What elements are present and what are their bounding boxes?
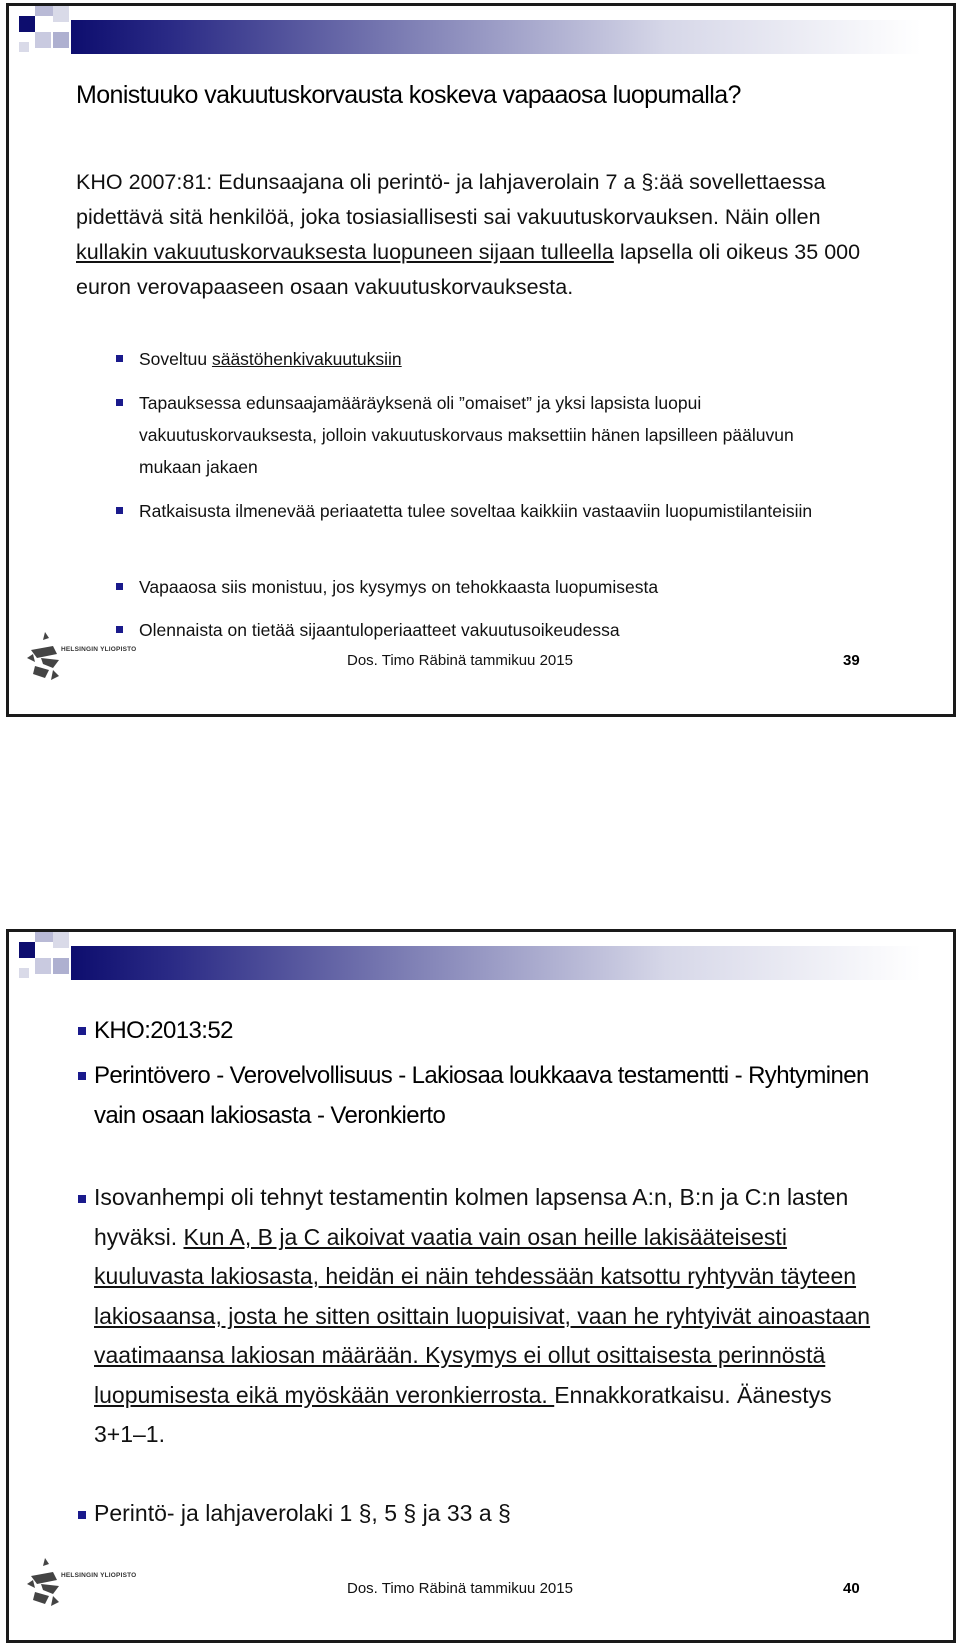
- slide-title: Monistuuko vakuutuskorvausta koskeva vapaaosa luopumalla?: [76, 81, 741, 109]
- page-number: 39: [843, 652, 860, 669]
- university-logo: HELSINGIN YLIOPISTO: [23, 1554, 143, 1615]
- slide-40: [6, 929, 956, 1643]
- footer-text: Dos. Timo Räbinä tammikuu 2015: [347, 1580, 573, 1597]
- header-decoration: [9, 932, 956, 992]
- bullet-item: Tapauksessa edunsaajamääräyksenä oli ”omaiset” ja yksi lapsista luopui vakuutuskorvauksesta, jolloin vakuutuskorvaus maksettiin hänen lapsilleen pääluvun mukaan jakaen: [139, 393, 794, 477]
- case-heading: KHO:2013:52: [94, 1017, 233, 1044]
- bullet-item: Ratkaisusta ilmenevää periaatetta tulee soveltaa kaikkiin vastaaviin luopumistilanteisiin: [139, 501, 813, 521]
- bullet-marker: [78, 1195, 86, 1203]
- bullet-marker: [116, 355, 123, 362]
- slide-39: [6, 3, 956, 717]
- university-logo: HELSINGIN YLIOPISTO: [23, 628, 143, 689]
- ruling-paragraph: KHO 2007:81: Edunsaajana oli perintö- ja lahjaverolain 7 a §:ää sovellettaessa pidettävä sitä henkilöä, joka tosiasiallisesti sai vakuutuskorvauksen. Näin ollen kullakin vakuutuskorvauksesta luopuneen sijaan tulleella lapsella oli oikeus 35 000 euron verovapaaseen osaan vakuutuskorvauksesta.: [76, 170, 861, 299]
- law-reference: Perintö- ja lahjaverolaki 1 §, 5 § ja 33 a §: [94, 1500, 511, 1526]
- bullet-marker: [116, 583, 123, 590]
- page-number: 40: [843, 1580, 860, 1597]
- bullet-item: Olennaista on tietää sijaantuloperiaatteet vakuutusoikeudessa: [139, 620, 620, 640]
- case-keywords: Perintövero - Verovelvollisuus - Lakiosaa loukkaava testamentti - Ryhtyminen vain osaan lakiosasta - Veronkierto: [94, 1062, 869, 1129]
- bullet-item: Vapaaosa siis monistuu, jos kysymys on tehokkaasta luopumisesta: [139, 577, 659, 597]
- bullet-marker: [116, 507, 123, 514]
- footer-text: Dos. Timo Räbinä tammikuu 2015: [347, 652, 573, 669]
- bullet-item: Soveltuu säästöhenkivakuutuksiin: [139, 349, 402, 369]
- bullet-marker: [116, 399, 123, 406]
- bullet-marker: [78, 1027, 86, 1035]
- bullet-marker: [78, 1511, 86, 1519]
- header-decoration: [9, 6, 956, 66]
- bullet-marker: [78, 1072, 86, 1080]
- case-description: Isovanhempi oli tehnyt testamentin kolmen lapsensa A:n, B:n ja C:n lasten hyväksi. Kun A, B ja C aikoivat vaatia vain osan heille lakisääteisesti kuuluvasta lakiosasta, heidän ei näin tehdessään katsottu ryhtyvän täyteen lakiosaansa, josta he sitten osittain luopuisivat, vaan he ryhtyivät ainoastaan vaatimaansa lakiosan määrään. Kysymys ei ollut osittaisesta perinnöstä luopumisesta eikä myöskään veronkierrosta. Ennakkoratkaisu. Äänestys 3+1–1.: [94, 1184, 871, 1447]
